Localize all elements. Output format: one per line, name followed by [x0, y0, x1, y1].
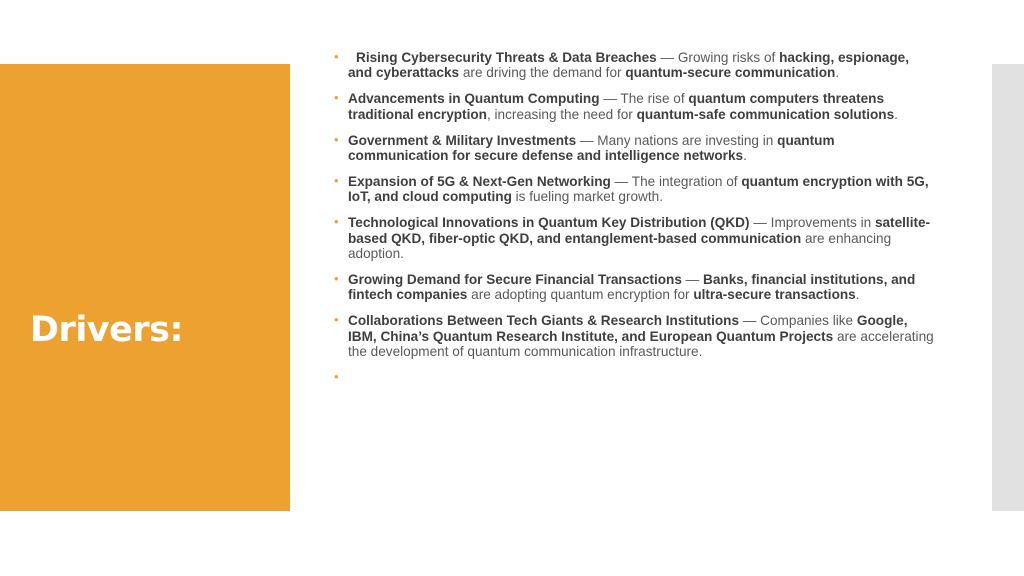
bullet-dot-icon: • — [334, 312, 339, 328]
bullet-dot-icon: • — [334, 131, 339, 147]
driver-text: are driving the demand for — [459, 65, 626, 81]
driver-heading: Advancements in Quantum Computing — [348, 91, 600, 107]
list-item — [334, 133, 934, 164]
driver-highlight: Google, IBM, China’s Quantum Research Institute, and European Quantum Projects — [348, 313, 908, 344]
list-item — [334, 215, 934, 261]
driver-heading: Expansion of 5G & Next-Gen Networking — [348, 173, 611, 189]
bullet-dot-icon: • — [334, 214, 339, 230]
driver-text: — Companies like — [739, 313, 857, 329]
driver-highlight: quantum communication for secure defense and intelligence networks — [348, 132, 835, 164]
list-item — [334, 91, 934, 122]
driver-highlight: quantum-safe communication solutions — [636, 106, 895, 122]
side-bar — [992, 64, 1024, 511]
driver-heading: Government & Military Investments — [348, 132, 577, 148]
driver-text: — Growing risks of — [656, 50, 780, 65]
driver-text: — The rise of — [599, 91, 689, 107]
driver-heading: Rising Cybersecurity Threats & Data Breaches — [356, 50, 657, 65]
list-item — [334, 313, 934, 359]
slide-title: Drivers: — [30, 310, 183, 350]
bullet-dot-icon: • — [334, 270, 339, 286]
driver-text: . — [894, 106, 898, 122]
driver-highlight: hacking, espionage, and cyberattacks — [348, 50, 910, 81]
driver-highlight: quantum encryption with 5G, IoT, and cloud computing — [348, 173, 929, 205]
driver-text: . — [835, 65, 840, 81]
list-item — [334, 174, 934, 205]
driver-highlight: Banks, financial institutions, and fintech companies — [348, 271, 916, 303]
driver-heading: Growing Demand for Secure Financial Transactions — [348, 271, 682, 287]
driver-text: . — [743, 148, 747, 164]
list-item — [334, 50, 934, 81]
driver-text: are accelerating the development of quantum communication infrastructure. — [348, 328, 934, 360]
driver-highlight: satellite-based QKD, fiber-optic QKD, and entanglement-based communication — [348, 215, 931, 246]
driver-text: , increasing the need for — [486, 106, 637, 122]
driver-text: are adopting quantum encryption for — [467, 287, 694, 303]
bullet-dot-icon: • — [334, 49, 339, 64]
driver-text: — — [681, 271, 704, 287]
list-item — [334, 272, 934, 303]
driver-heading: Collaborations Between Tech Giants & Research Institutions — [348, 313, 740, 329]
driver-text: — Many nations are investing in — [576, 132, 778, 148]
bullet-dot-icon: • — [334, 369, 339, 384]
bullet-dot-icon: • — [334, 172, 339, 188]
driver-highlight: quantum-secure communication — [625, 65, 836, 81]
drivers-list — [334, 50, 934, 396]
driver-text: are enhancing adoption. — [348, 230, 892, 262]
title-panel — [0, 64, 290, 511]
driver-heading: Technological Innovations in Quantum Key Distribution (QKD) — [348, 215, 750, 231]
list-item-empty — [334, 370, 934, 385]
driver-text: — The integration of — [610, 173, 742, 189]
driver-text: is fueling market growth. — [511, 189, 663, 205]
driver-text: . — [855, 287, 860, 303]
bullet-dot-icon: • — [334, 90, 339, 106]
driver-highlight: quantum computers threatens traditional encryption — [348, 91, 885, 122]
driver-text: — Improvements in — [749, 215, 875, 231]
driver-highlight: ultra-secure transactions — [693, 287, 856, 303]
